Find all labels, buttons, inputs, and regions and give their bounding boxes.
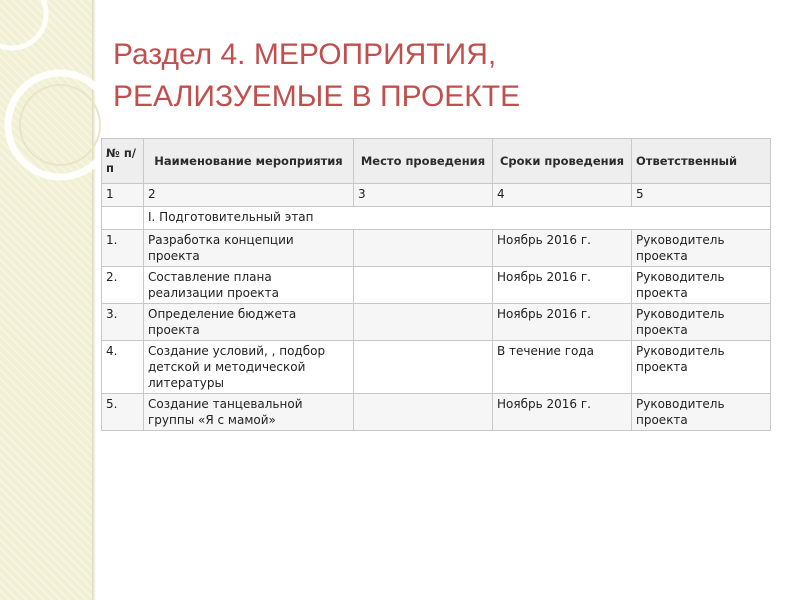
- title-line-1: Раздел 4. МЕРОПРИЯТИЯ,: [113, 38, 497, 71]
- row-name: Составление плана реализации проекта: [144, 267, 354, 304]
- page-title: [113, 34, 753, 118]
- header-responsible: Ответственный: [632, 139, 771, 184]
- row-no: 5.: [102, 394, 144, 431]
- row-responsible: Руководитель проекта: [632, 341, 771, 394]
- row-responsible: Руководитель проекта: [632, 304, 771, 341]
- header-dates: Сроки проведения: [493, 139, 632, 184]
- row-place: [354, 341, 493, 394]
- row-place: [354, 267, 493, 304]
- stage-empty-cell: [102, 207, 144, 230]
- column-numbering-row: [102, 184, 771, 207]
- column-number: 4: [493, 184, 632, 207]
- header-place: Место проведения: [354, 139, 493, 184]
- title-line-2: РЕАЛИЗУЕМЫЕ В ПРОЕКТЕ: [113, 80, 521, 113]
- row-dates: Ноябрь 2016 г.: [493, 304, 632, 341]
- row-responsible: Руководитель проекта: [632, 267, 771, 304]
- column-number: 3: [354, 184, 493, 207]
- column-number: 2: [144, 184, 354, 207]
- row-name: Создание танцевальной группы «Я с мамой»: [144, 394, 354, 431]
- column-number: 1: [102, 184, 144, 207]
- row-place: [354, 230, 493, 267]
- table-row: [102, 230, 771, 267]
- row-dates: Ноябрь 2016 г.: [493, 230, 632, 267]
- row-name: Создание условий, , подбор детской и методической литературы: [144, 341, 354, 394]
- column-number: 5: [632, 184, 771, 207]
- row-dates: Ноябрь 2016 г.: [493, 394, 632, 431]
- table-row: [102, 394, 771, 431]
- events-table: [101, 138, 771, 431]
- stage-label: I. Подготовительный этап: [144, 207, 771, 230]
- row-name: Разработка концепции проекта: [144, 230, 354, 267]
- row-responsible: Руководитель проекта: [632, 230, 771, 267]
- header-no: № п/п: [102, 139, 144, 184]
- table-row: [102, 304, 771, 341]
- stage-row: [102, 207, 771, 230]
- row-no: 4.: [102, 341, 144, 394]
- row-no: 2.: [102, 267, 144, 304]
- row-dates: В течение года: [493, 341, 632, 394]
- row-responsible: Руководитель проекта: [632, 394, 771, 431]
- row-place: [354, 394, 493, 431]
- row-no: 3.: [102, 304, 144, 341]
- row-no: 1.: [102, 230, 144, 267]
- table-row: [102, 341, 771, 394]
- header-name: Наименование мероприятия: [144, 139, 354, 184]
- row-name: Определение бюджета проекта: [144, 304, 354, 341]
- table-row: [102, 267, 771, 304]
- table-header-row: [102, 139, 771, 184]
- row-dates: Ноябрь 2016 г.: [493, 267, 632, 304]
- row-place: [354, 304, 493, 341]
